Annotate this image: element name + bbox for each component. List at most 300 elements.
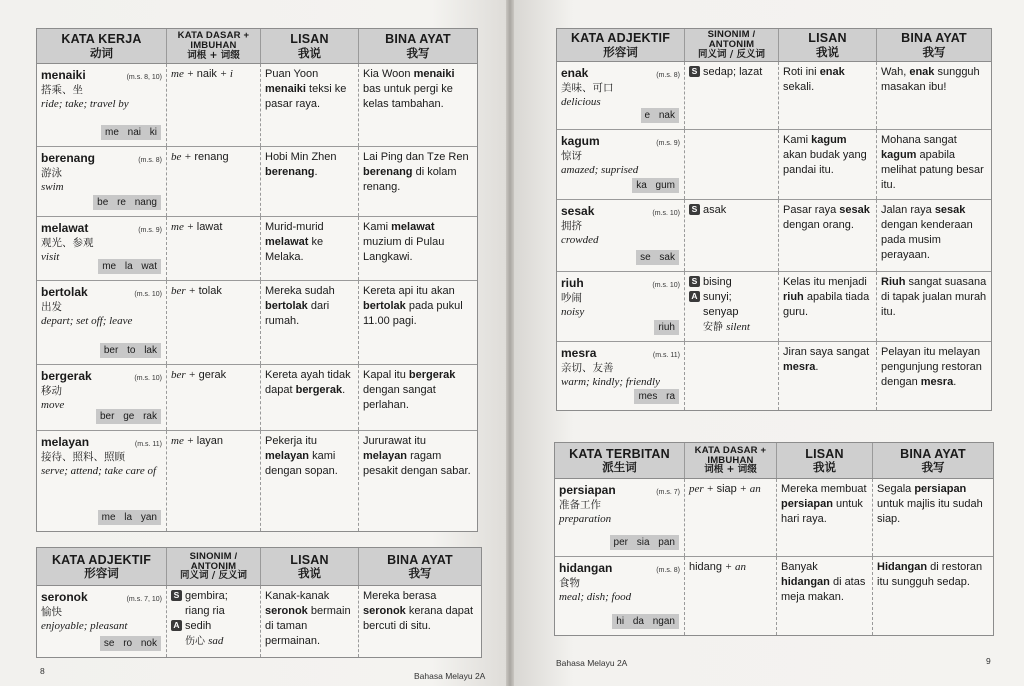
vocab-word: kagum (561, 134, 600, 148)
sentence-text: Mereka berasa (363, 590, 437, 602)
column-title: BINA AYAT (387, 552, 453, 567)
highlighted-word: bertolak (363, 299, 406, 312)
ayat-cell (359, 431, 477, 531)
highlighted-word: bergerak (295, 383, 343, 396)
affix-suffix: + i (216, 68, 233, 80)
chinese-meaning: 吵闹 (561, 292, 582, 305)
highlighted-word: hidangan (781, 575, 830, 588)
column-title-chinese: 我说 (298, 45, 321, 60)
sentence-text: Mohana sangat (881, 134, 957, 146)
sentence-text: di restoran itu sungguh sedap. (877, 561, 983, 588)
synonym-badge: S (171, 590, 182, 601)
ayat-cell (359, 586, 481, 657)
formula-cell (167, 365, 261, 430)
highlighted-word: sesak (839, 204, 870, 216)
root-affix-formula (171, 368, 256, 383)
english-meaning: swim (41, 181, 64, 194)
word-line (561, 345, 680, 361)
ayat-cell (359, 64, 477, 146)
highlighted-word: persiapan (781, 497, 833, 510)
vocab-word: melawat (41, 221, 89, 235)
sentence-text: dengan orang. (783, 218, 854, 231)
highlighted-word: menaiki (413, 68, 455, 80)
word-line (41, 67, 162, 83)
sentence-text: Kanak-kanak (265, 590, 330, 602)
lisan-cell (261, 217, 359, 280)
highlighted-word: bertolak (265, 299, 308, 312)
sentence-text: apabila melihat patung besar itu. (881, 148, 984, 191)
kata-adjektif-table-right (556, 28, 992, 411)
english-meaning: visit (41, 251, 60, 264)
column-title: LISAN (805, 446, 844, 461)
sentence-text: Lai Ping dan Tze Ren (363, 151, 469, 163)
lisan-cell (261, 147, 359, 216)
lisan-cell (777, 557, 873, 635)
column-title: SINONIM / (189, 550, 238, 562)
word-cell (37, 281, 167, 364)
sentence-text: bermain di taman permainan. (265, 604, 351, 647)
sentence-text: Roti ini (783, 66, 820, 78)
sentence-text: untuk majlis itu sudah siap. (877, 497, 983, 525)
column-title: KATA KERJA (61, 32, 142, 47)
lisan-cell (777, 479, 873, 556)
sentence-text: Jururawat itu (363, 435, 426, 447)
syllable-box: ber to lak (100, 343, 161, 359)
highlighted-word: Hidangan (877, 561, 928, 573)
synonym-line (689, 305, 774, 320)
sentence-text: . (953, 375, 957, 388)
column-header (685, 29, 779, 61)
ayat-cell (359, 281, 477, 364)
sentence-text: Pekerja itu (265, 435, 317, 447)
vocab-word: hidangan (559, 561, 613, 575)
lisan-cell (261, 281, 359, 364)
page-reference: (m.s. 8) (138, 157, 162, 164)
column-header (685, 443, 777, 478)
word-cell (37, 586, 167, 657)
lisan-cell (261, 431, 359, 531)
column-title: BINA AYAT (900, 446, 966, 461)
column-title: KATA ADJEKTIF (570, 31, 671, 46)
affix-prefix: ber + (171, 285, 199, 297)
word-cell (37, 365, 167, 430)
vocab-word: mesra (561, 346, 597, 360)
root-affix-formula (171, 150, 256, 165)
chinese-meaning: 出发 (41, 301, 62, 314)
sentence-text: Jalan raya (881, 204, 935, 216)
chinese-meaning: 亲切、友善 (561, 362, 614, 375)
syllable-box: me nai ki (101, 125, 161, 141)
column-title: KATA ADJEKTIF (51, 552, 152, 567)
sentence-text: Kami (783, 134, 812, 146)
column-title-chinese: 我说 (816, 44, 839, 59)
formula-cell (167, 431, 261, 531)
column-header (261, 548, 359, 585)
word-cell (557, 130, 685, 199)
word-cell (557, 272, 685, 341)
syllable-box: se sak (636, 250, 679, 266)
sentence-text: untuk hari raya. (781, 497, 863, 525)
root-word: renang (194, 151, 229, 163)
vocab-word: persiapan (559, 483, 616, 497)
synonym-text: sedap; lazat (703, 66, 763, 78)
table-row (557, 130, 991, 200)
sentence-text: Banyak (781, 561, 818, 573)
word-line (41, 150, 162, 166)
sentence-text: Hobi Min Zhen (265, 151, 337, 163)
page-reference: (m.s. 9) (138, 227, 162, 234)
ayat-cell (877, 342, 991, 410)
column-title: LISAN (808, 31, 847, 46)
synonym-cell (685, 342, 779, 410)
synonym-text: riang ria (185, 604, 225, 617)
synonym-chinese: 安静 (703, 321, 723, 333)
word-cell (555, 479, 685, 556)
synonym-text: sedih (185, 619, 212, 632)
sentence-text: teksi ke pasar raya. (265, 82, 347, 110)
left-page-number: 8 (40, 666, 45, 676)
affix-prefix: ber + (171, 369, 199, 381)
sentence-text: di kolam renang. (363, 165, 457, 193)
kata-adjektif-table-left (36, 547, 482, 658)
word-line (41, 368, 162, 384)
book-gutter (506, 0, 514, 686)
table-row (37, 147, 477, 217)
ayat-cell (877, 272, 991, 341)
synonym-badge: S (689, 66, 700, 77)
synonym-line (171, 604, 256, 619)
highlighted-word: bergerak (408, 369, 456, 381)
vocab-word: bertolak (41, 285, 88, 299)
column-title: KATA TERBITAN (569, 446, 670, 461)
lisan-cell (779, 130, 877, 199)
sentence-text: kami dengan sopan. (265, 449, 338, 477)
word-cell (37, 217, 167, 280)
highlighted-word: berenang (363, 165, 413, 178)
lisan-cell (261, 64, 359, 146)
vocab-word: riuh (561, 276, 584, 290)
column-title: LISAN (290, 552, 329, 567)
affix-suffix: + an (722, 561, 746, 573)
english-meaning: ride; take; travel by (41, 98, 129, 111)
column-header (37, 29, 167, 63)
page-reference: (m.s. 10) (134, 291, 162, 298)
english-meaning: depart; set off; leave (41, 315, 133, 328)
sentence-text: dengan kenderaan pada musim perayaan. (881, 218, 973, 261)
column-title: SINONIM / (707, 29, 756, 41)
column-title: KATA DASAR + (694, 444, 767, 456)
column-title-chinese: 形容词 (84, 566, 119, 581)
highlighted-word: kagum (811, 134, 847, 146)
sentence-text: Puan Yoon (265, 68, 319, 80)
highlighted-word: enak (819, 66, 845, 78)
table-header (37, 548, 481, 586)
syllable-box: me la wat (98, 259, 161, 275)
word-cell (555, 557, 685, 635)
sentence-text: Segala (877, 483, 915, 495)
syllable-box: me la yan (98, 510, 161, 526)
synonym-text: senyap (703, 305, 739, 318)
root-word: tolak (198, 285, 222, 297)
word-line (561, 133, 680, 149)
chinese-meaning: 接待、照料、照顾 (41, 451, 125, 464)
chinese-meaning: 游泳 (41, 167, 62, 180)
english-meaning: amazed; suprised (561, 164, 639, 177)
syllable-box: se ro nok (100, 636, 161, 652)
table-row (37, 586, 481, 657)
word-line (561, 203, 680, 219)
lisan-cell (261, 365, 359, 430)
word-line (41, 434, 162, 450)
page-reference: (m.s. 8) (656, 567, 680, 574)
root-word: lawat (196, 221, 223, 233)
word-cell (37, 147, 167, 216)
column-title-chinese: 我写 (408, 566, 432, 581)
syllable-box: hi da ngan (612, 614, 679, 630)
highlighted-word: seronok (265, 604, 308, 617)
page-reference: (m.s. 8) (656, 72, 680, 79)
word-line (41, 284, 162, 300)
word-line (559, 482, 680, 498)
right-book-title: Bahasa Melayu 2A (556, 658, 628, 668)
highlighted-word: melayan (265, 449, 310, 462)
sentence-text: ragam pesakit dengan sabar. (363, 449, 471, 477)
highlighted-word: seronok (363, 604, 406, 617)
column-header (167, 29, 261, 63)
chinese-meaning: 移动 (41, 385, 62, 398)
sentence-text: akan budak yang pandai itu. (783, 148, 867, 176)
vocab-word: bergerak (41, 369, 92, 383)
synonym-line (171, 619, 256, 634)
root-affix-formula (171, 220, 256, 235)
affix-prefix: me + (171, 221, 197, 233)
formula-cell (685, 557, 777, 635)
table-header (37, 29, 477, 64)
ayat-cell (359, 217, 477, 280)
chinese-meaning: 搭乘、坐 (41, 84, 83, 97)
sentence-text: Kelas itu menjadi (783, 276, 867, 288)
sentence-text: dari rumah. (265, 299, 330, 327)
root-affix-formula (689, 482, 772, 497)
vocab-word: enak (561, 66, 589, 80)
sentence-text: Kereta api itu akan (363, 285, 455, 297)
sentence-text: sekali. (783, 80, 815, 93)
english-meaning: enjoyable; pleasant (41, 620, 128, 633)
column-title-chinese: 我写 (921, 460, 945, 475)
sentence-text: . (342, 383, 346, 396)
page-reference: (m.s. 11) (134, 441, 162, 448)
lisan-cell (779, 342, 877, 410)
highlighted-word: riuh (783, 290, 804, 303)
table-row (37, 365, 477, 431)
column-header (359, 29, 477, 63)
vocab-word: seronok (41, 590, 88, 604)
root-affix-formula (689, 560, 772, 575)
english-meaning: move (41, 399, 65, 412)
highlighted-word: sesak (934, 204, 966, 216)
vocab-word: melayan (41, 435, 90, 449)
root-word: naik (196, 68, 217, 80)
column-title-line2: IMBUHAN (190, 40, 237, 52)
highlighted-word: Riuh (881, 276, 906, 288)
vocab-word: berenang (41, 151, 96, 165)
highlighted-word: enak (909, 66, 935, 78)
page-reference: (m.s. 10) (652, 282, 680, 289)
ayat-cell (877, 130, 991, 199)
chinese-meaning: 拥挤 (561, 220, 582, 233)
ayat-cell (877, 62, 991, 129)
table-row (555, 479, 993, 557)
left-book-title: Bahasa Melayu 2A (414, 671, 486, 681)
highlighted-word: persiapan (914, 483, 967, 495)
column-title-chinese: 词根 + 词缀 (704, 464, 757, 476)
english-meaning: crowded (561, 234, 599, 247)
table-row (37, 281, 477, 365)
root-affix-formula (171, 434, 256, 449)
column-title-line2: IMBUHAN (707, 454, 754, 466)
table-header (555, 443, 993, 479)
root-affix-formula (171, 284, 256, 299)
english-meaning: delicious (561, 96, 601, 109)
antonym-badge: A (171, 620, 182, 631)
page-reference: (m.s. 7, 10) (126, 596, 162, 603)
root-word: gerak (198, 369, 227, 381)
sentence-text: Murid-murid (265, 221, 324, 233)
column-header (359, 548, 481, 585)
sentence-text: ke Melaka. (265, 235, 324, 263)
sentence-text: Kami (363, 221, 392, 233)
syllable-box: be re nang (93, 195, 161, 211)
formula-cell (167, 64, 261, 146)
chinese-meaning: 愉快 (41, 606, 62, 619)
chinese-meaning: 食物 (559, 577, 580, 590)
highlighted-word: mesra (920, 375, 954, 388)
column-title-chinese: 形容词 (603, 44, 638, 59)
syllable-box: per sia pan (610, 535, 679, 551)
highlighted-word: melawat (265, 235, 309, 248)
column-title: BINA AYAT (385, 32, 451, 47)
page-reference: (m.s. 10) (134, 375, 162, 382)
synonym-english: silent (726, 320, 750, 333)
vocab-word: sesak (561, 204, 595, 218)
page-reference: (m.s. 10) (652, 210, 680, 217)
kata-kerja-table (36, 28, 478, 532)
synonym-english: sad (208, 634, 224, 647)
word-cell (557, 342, 685, 410)
synonym-line (689, 203, 774, 218)
column-header (37, 548, 167, 585)
column-header (777, 443, 873, 478)
highlighted-word: mesra (783, 360, 816, 373)
synonym-cell (167, 586, 261, 657)
antonym-badge: A (689, 291, 700, 302)
sentence-text: apabila tiada guru. (783, 290, 870, 318)
ayat-cell (359, 147, 477, 216)
root-word: siap (716, 483, 737, 495)
column-header (779, 29, 877, 61)
kata-terbitan-table (554, 442, 994, 636)
sentence-text: pada pukul 11.00 pagi. (363, 299, 463, 327)
english-meaning: serve; attend; take care of (41, 465, 157, 478)
synonym-cell (685, 200, 779, 271)
highlighted-word: menaiki (265, 82, 306, 95)
word-cell (37, 431, 167, 531)
word-line (41, 220, 162, 236)
sentence-text: . (314, 165, 318, 178)
word-line (559, 560, 680, 576)
affix-suffix: + an (736, 483, 761, 495)
syllable-box: mes ra (634, 389, 679, 405)
synonym-badge: S (689, 276, 700, 287)
word-cell (557, 62, 685, 129)
sentence-text: Mereka membuat (781, 483, 867, 495)
english-meaning: meal; dish; food (559, 591, 632, 604)
column-header (167, 548, 261, 585)
highlighted-word: melawat (391, 221, 435, 233)
affix-prefix: me + (171, 68, 197, 80)
column-header (555, 443, 685, 478)
affix-prefix: per + (689, 483, 717, 495)
syllable-box: e nak (641, 108, 679, 124)
table-row (37, 64, 477, 147)
highlighted-word: melayan (363, 449, 408, 462)
syllable-box: ber ge rak (96, 409, 161, 425)
vocab-word: menaiki (41, 68, 86, 82)
sentence-text: kerana dapat bercuti di situ. (363, 604, 474, 632)
synonym-text: asak (703, 204, 727, 216)
synonym-badge: S (689, 204, 700, 215)
formula-cell (167, 147, 261, 216)
word-cell (557, 200, 685, 271)
synonym-cell (685, 130, 779, 199)
column-title-chinese: 我说 (813, 460, 836, 475)
synonym-line (689, 320, 774, 335)
word-cell (37, 64, 167, 146)
table-row (555, 557, 993, 635)
sentence-text: Jiran saya sangat (783, 346, 870, 358)
synonym-cell (685, 272, 779, 341)
table-row (37, 431, 477, 531)
affix-prefix: me + (171, 435, 197, 447)
word-line (561, 275, 680, 291)
sentence-text: Kapal itu (363, 369, 409, 381)
affix-prefix: be + (171, 151, 195, 163)
table-row (557, 272, 991, 342)
page-reference: (m.s. 8, 10) (126, 74, 162, 81)
ayat-cell (873, 479, 993, 556)
syllable-box: ka gum (632, 178, 679, 194)
english-meaning: warm; kindly; friendly (561, 376, 660, 389)
column-title-chinese: 词根 + 词缀 (187, 49, 240, 61)
column-title: BINA AYAT (901, 31, 967, 46)
synonym-line (689, 275, 774, 290)
sentence-text: bas untuk pergi ke kelas tambahan. (363, 82, 453, 110)
column-title: LISAN (290, 32, 329, 47)
lisan-cell (779, 200, 877, 271)
syllable-box: riuh (654, 320, 679, 336)
lisan-cell (779, 62, 877, 129)
column-title-chinese: 派生词 (602, 460, 637, 475)
column-title-chinese: 同义词 / 反义词 (697, 48, 766, 60)
sentence-text: sangat suasana di tapak jualan murah itu. (881, 276, 987, 318)
formula-cell (167, 217, 261, 280)
column-header (873, 443, 993, 478)
sentence-text: Kia Woon (363, 68, 414, 80)
ayat-cell (873, 557, 993, 635)
synonym-line (689, 290, 774, 305)
chinese-meaning: 美味、可口 (561, 82, 614, 95)
synonym-line (171, 634, 256, 649)
